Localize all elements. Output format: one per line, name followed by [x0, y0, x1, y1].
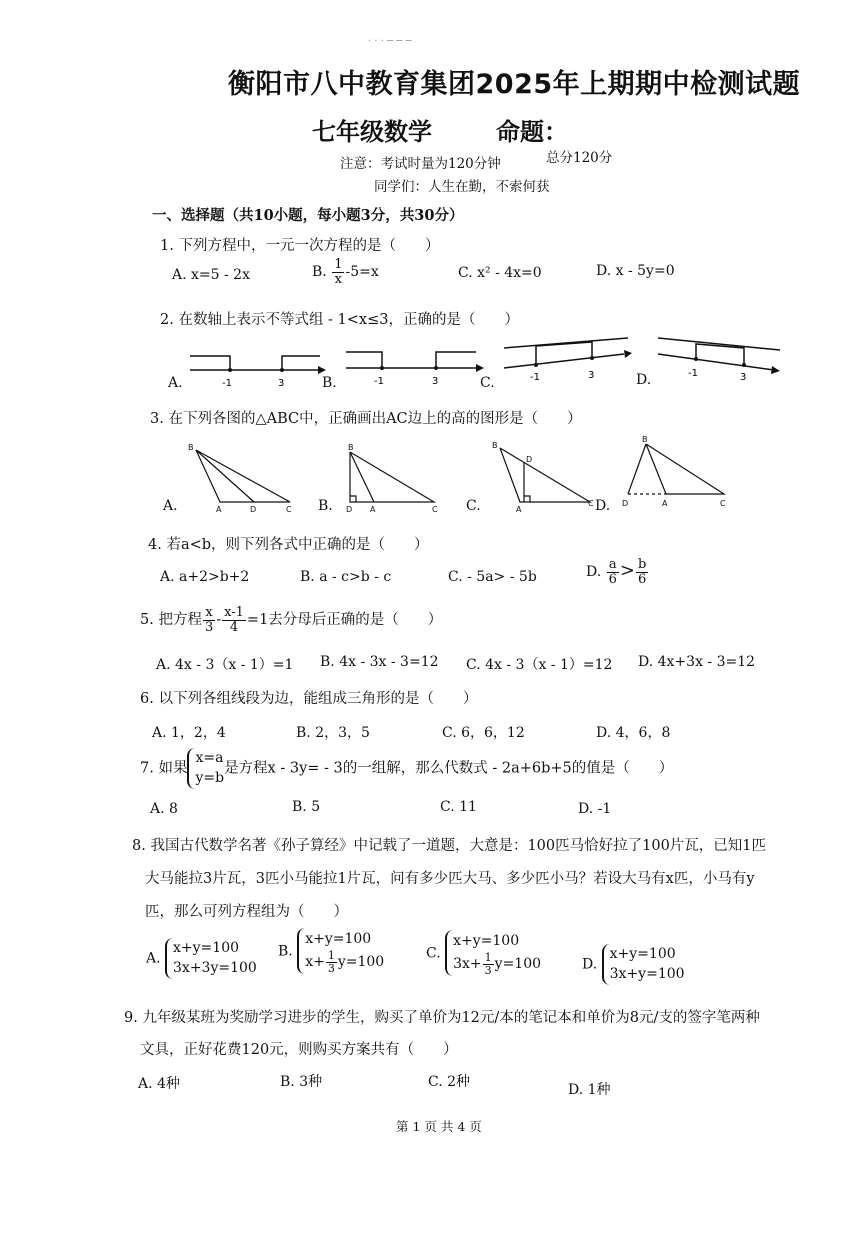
- q2-line-b: [346, 352, 484, 372]
- q8-d-system: [602, 944, 685, 985]
- q8-c-num: 1: [484, 951, 492, 965]
- q3-b-pt-b: B: [348, 443, 354, 452]
- q5-stem: [140, 606, 442, 634]
- q8-b-num: 1: [327, 949, 335, 963]
- q3-a-pt-d: D: [250, 505, 257, 514]
- q7-option-c: C. 11: [440, 799, 477, 815]
- q3-label-a: A.: [163, 498, 178, 514]
- q7-eq1: x=a: [195, 750, 224, 766]
- q9-option-b: B. 3种: [280, 1074, 323, 1090]
- q4-d-frac1: [607, 558, 619, 586]
- q3-c-pt-c: C: [588, 499, 594, 508]
- q9-option-d: D. 1种: [568, 1082, 611, 1098]
- q3-stem: 3. 在下列各图的△ABC中，正确画出AC边上的高的图形是（ ）: [150, 411, 582, 427]
- q2-line-a: [190, 356, 326, 374]
- q8-line2: 大马能拉3片瓦，3匹小马能拉1片瓦，问有多少匹大马、多少匹小马？若设大马有x匹，小马有y: [145, 871, 755, 887]
- q1-b-num: 1: [334, 257, 343, 272]
- q8-c-label: C.: [426, 945, 441, 962]
- q8-d-eq2: 3x+y=100: [609, 966, 685, 983]
- q3-label-b: B.: [318, 498, 333, 514]
- q3-a-pt-a: A: [216, 505, 222, 514]
- q3-b-pt-a: A: [370, 505, 376, 514]
- q5-option-d: D. 4x+3x - 3=12: [638, 654, 756, 670]
- q3-triangle-b: [350, 452, 434, 502]
- q3-c-pt-d: D: [526, 455, 533, 464]
- q7-stem-suffix: 是方程x - 3y= - 3的一组解，那么代数式 - 2a+6b+5的值是（ ）: [224, 760, 674, 777]
- q3-d-pt-c: C: [720, 499, 726, 508]
- q8-c-frac: [483, 952, 494, 976]
- q5-f2n: x-1: [224, 605, 244, 620]
- q2-a-tick-right: 3: [278, 378, 285, 389]
- q1-stem: 1. 下列方程中，一元一次方程的是（ ）: [160, 238, 440, 254]
- q3-c-pt-b: B: [492, 441, 498, 450]
- q5-f2d: 4: [229, 619, 239, 635]
- q3-b-pt-d: D: [346, 505, 353, 514]
- q8-a-system: [165, 938, 257, 979]
- q5-frac2: [222, 606, 246, 634]
- note-time: 注意：考试时量为120分钟: [340, 156, 501, 172]
- q1-option-b: [312, 258, 379, 286]
- q5-stem-suffix: =1去分母后正确的是（ ）: [246, 612, 443, 629]
- q5-f1d: 3: [204, 619, 214, 635]
- q3-d-pt-d: D: [622, 499, 629, 508]
- q4-d-label: D.: [586, 564, 602, 581]
- section-heading: 一、选择题（共10小题，每小题3分，共30分）: [152, 207, 464, 224]
- q8-b-eq1: x+y=100: [305, 931, 372, 947]
- q8-a-label: A.: [146, 950, 161, 967]
- q4-d-op: >: [619, 560, 636, 582]
- exam-title: 衡阳市八中教育集团2025年上期期中检测试题: [228, 69, 801, 100]
- q3-d-pt-b: B: [642, 435, 648, 444]
- q7-option-a: A. 8: [150, 801, 178, 817]
- q7-stem: [140, 748, 673, 789]
- q4-stem: 4. 若a<b，则下列各式中正确的是（ ）: [148, 537, 429, 553]
- q4-d-frac2: [636, 558, 648, 586]
- q2-label-a: A.: [168, 375, 183, 391]
- q8-c-eq2-post: y=100: [494, 956, 542, 973]
- q5-option-c: C. 4x - 3（x - 1）=12: [466, 657, 613, 673]
- q6-option-a: A. 1，2，4: [152, 725, 226, 741]
- q8-b-eq2-pre: x+: [305, 954, 325, 971]
- q1-option-a: A. x=5 - 2x: [172, 267, 250, 283]
- q5-option-a: A. 4x - 3（x - 1）=1: [156, 657, 294, 673]
- q2-label-d: D.: [636, 372, 652, 388]
- q8-a-eq1: x+y=100: [173, 940, 240, 956]
- q8-a-eq2: 3x+3y=100: [173, 960, 257, 977]
- q6-option-d: D. 4，6，8: [596, 725, 671, 741]
- q7-eq2: y=b: [195, 770, 225, 787]
- q8-b-frac: [326, 950, 337, 974]
- q1-b-rest: -5=x: [345, 264, 379, 281]
- q5-f1n: x: [203, 606, 215, 621]
- note-score: 总分120分: [546, 150, 613, 166]
- q3-c-pt-a: A: [516, 505, 522, 514]
- q8-b-system: [297, 928, 384, 974]
- q3-label-c: C.: [466, 498, 481, 514]
- q7-option-d: D. -1: [578, 801, 612, 817]
- q8-c-eq1: x+y=100: [453, 933, 520, 949]
- q4-option-d: [586, 558, 649, 586]
- q2-c-tick-left: -1: [530, 372, 540, 383]
- q2-d-tick-left: -1: [688, 368, 698, 379]
- q2-c-tick-right: 3: [588, 370, 595, 381]
- q2-stem: 2. 在数轴上表示不等式组 - 1<x≤3，正确的是（ ）: [160, 312, 519, 328]
- q3-a-pt-c: C: [286, 505, 292, 514]
- q5-minus: -: [216, 612, 222, 629]
- subject-title: 七年级数学: [312, 118, 432, 146]
- q2-line-d: [658, 338, 780, 374]
- q2-b-tick-left: -1: [374, 376, 384, 387]
- scan-mark: · · · ─ ─ ─: [368, 36, 412, 47]
- q6-option-b: B. 2，3，5: [296, 725, 370, 741]
- q3-triangle-a: [196, 450, 290, 502]
- q7-stem-prefix: 7. 如果: [140, 760, 188, 777]
- q8-c-system: [445, 930, 541, 976]
- q2-label-b: B.: [322, 375, 337, 391]
- motto: 同学们：人生在勤，不索何获: [374, 179, 550, 195]
- q3-a-pt-b: B: [188, 443, 194, 452]
- q4-option-b: B. a - c>b - c: [300, 569, 392, 585]
- q8-b-eq2-post: y=100: [337, 954, 385, 971]
- q8-c-eq2-pre: 3x+: [453, 956, 482, 973]
- q2-label-c: C.: [480, 375, 495, 391]
- q2-a-tick-left: -1: [222, 378, 232, 389]
- q8-option-a: [146, 938, 257, 979]
- q9-option-c: C. 2种: [428, 1074, 471, 1090]
- q7-option-b: B. 5: [292, 799, 321, 815]
- q5-option-b: B. 4x - 3x - 3=12: [320, 654, 439, 670]
- q9-line1: 9. 九年级某班为奖励学习进步的学生，购买了单价为12元/本的笔记本和单价为8元/支的签字笔两种: [124, 1010, 760, 1026]
- q8-line3: 匹，那么可列方程组为（ ）: [145, 904, 348, 920]
- q4-d-n2: b: [638, 557, 647, 572]
- q8-line1: 8. 我国古代数学名著《孙子算经》中记载了一道题，大意是：100匹马恰好拉了100片瓦，已知1匹: [132, 838, 767, 854]
- q4-option-c: C. - 5a> - 5b: [448, 569, 537, 585]
- q3-triangles: [150, 432, 750, 518]
- q3-label-d: D.: [595, 498, 611, 514]
- q3-triangle-c: [500, 448, 590, 502]
- q1-b-label: B.: [312, 264, 327, 281]
- q4-d-d1: 6: [608, 571, 617, 587]
- q1-option-d: D. x - 5y=0: [596, 263, 675, 279]
- q8-option-b: [278, 928, 384, 974]
- q1-b-den: x: [334, 271, 343, 287]
- q5-frac1: [203, 606, 215, 634]
- q5-stem-prefix: 5. 把方程: [140, 612, 202, 629]
- page-footer: 第 1 页 共 4 页: [396, 1119, 482, 1134]
- q8-b-den: 3: [327, 961, 335, 975]
- q2-d-tick-right: 3: [740, 372, 747, 383]
- q8-option-d: [582, 944, 685, 985]
- q8-d-label: D.: [582, 956, 598, 973]
- q8-d-eq1: x+y=100: [609, 946, 676, 962]
- q4-d-n1: a: [607, 558, 619, 573]
- q3-d-pt-a: A: [662, 499, 668, 508]
- q6-option-c: C. 6，6，12: [442, 725, 525, 741]
- q1-b-fraction: [332, 258, 344, 286]
- q8-c-den: 3: [484, 963, 492, 977]
- q3-b-pt-c: C: [432, 505, 438, 514]
- q3-triangle-d: [628, 444, 724, 494]
- q4-option-a: A. a+2>b+2: [160, 569, 250, 585]
- q9-line2: 文具，正好花费120元，则购买方案共有（ ）: [140, 1042, 458, 1058]
- q4-d-d2: 6: [638, 571, 647, 587]
- q8-b-label: B.: [278, 943, 293, 960]
- author-label: 命题：: [496, 118, 568, 146]
- q2-b-tick-right: 3: [432, 376, 439, 387]
- q8-option-c: [426, 930, 541, 976]
- q9-option-a: A. 4种: [138, 1076, 180, 1092]
- q2-line-c: [504, 338, 632, 368]
- q6-stem: 6. 以下列各组线段为边，能组成三角形的是（ ）: [140, 691, 478, 707]
- q7-system: [187, 748, 224, 789]
- q1-option-c: C. x² - 4x=0: [458, 265, 542, 281]
